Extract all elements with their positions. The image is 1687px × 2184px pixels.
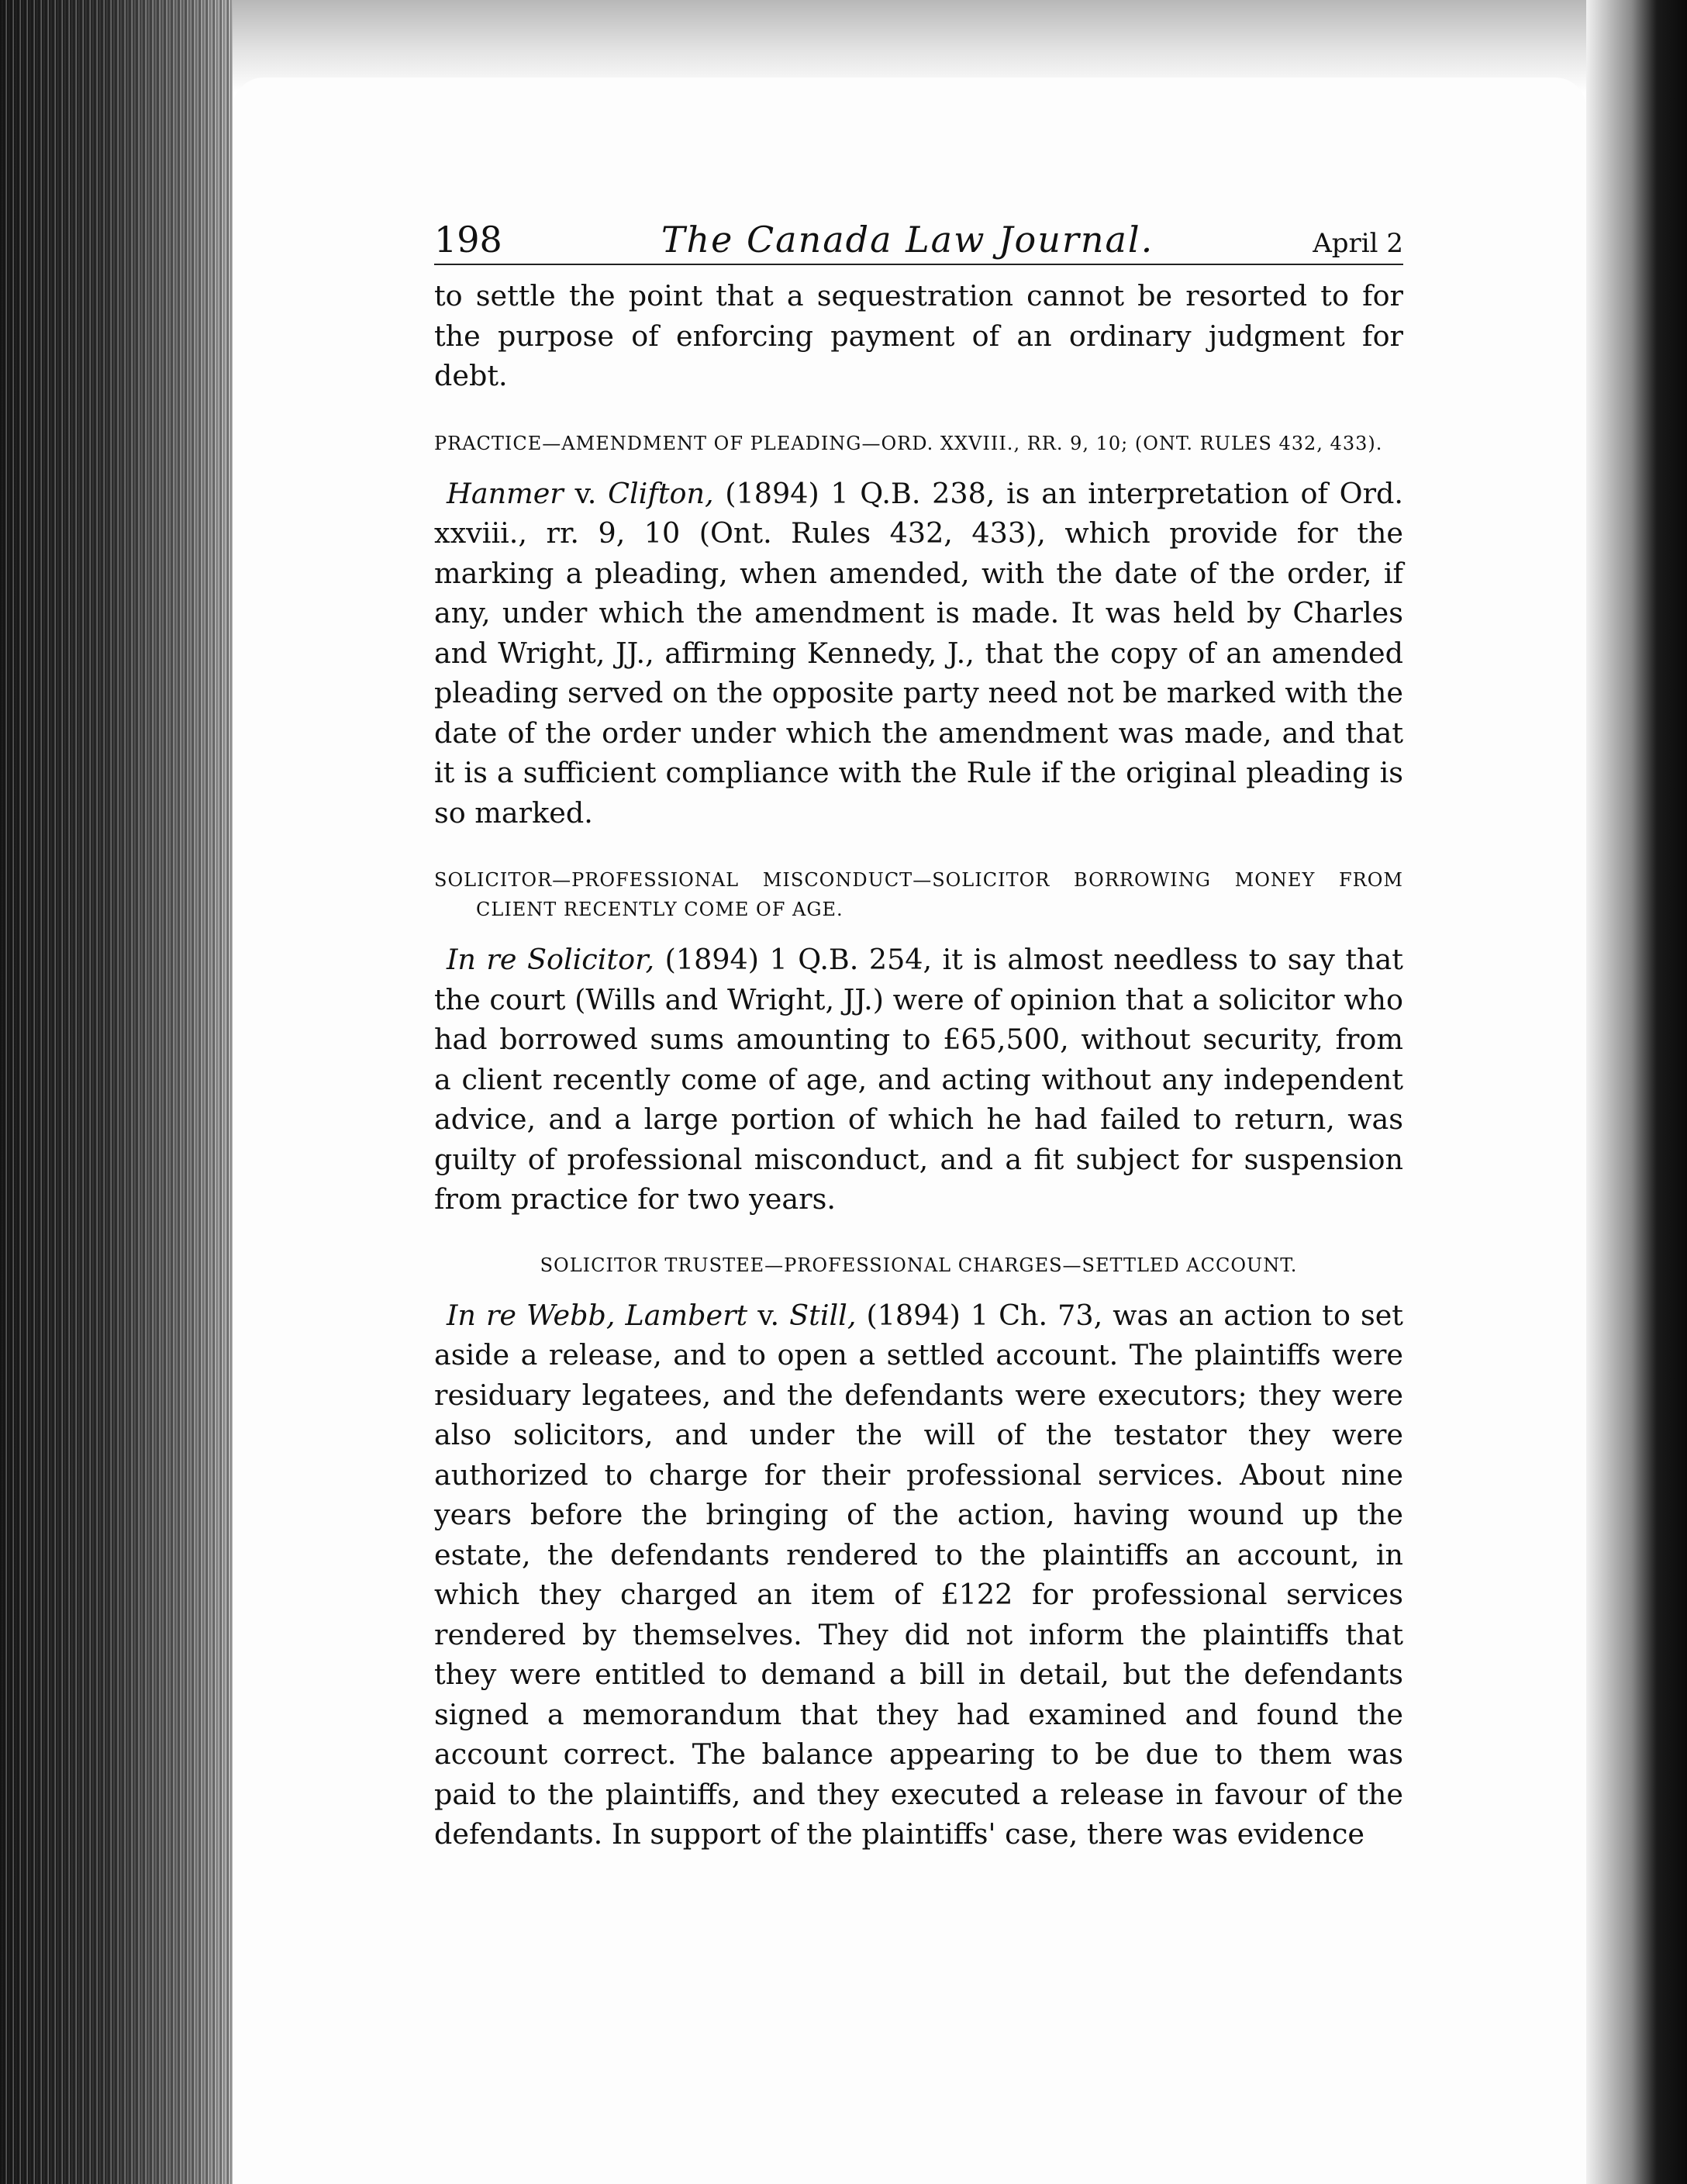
header-date: April 2: [1313, 228, 1403, 259]
section-heading-practice: PRACTICE—AMENDMENT OF PLEADING—ORD. XXVIII., RR. 9, 10; (ONT. RULES 432, 433).: [434, 432, 1383, 454]
scan-edge-left: [0, 0, 233, 2184]
case-name: Hanmer: [447, 476, 564, 510]
paragraph-continued: to settle the point that a sequestration cannot be resorted to for the purpose of enforcing payment of an ordinary judgment for debt.: [434, 279, 1403, 392]
running-header: [434, 219, 1403, 265]
section-heading-solicitor-misconduct: SOLICITOR—PROFESSIONAL MISCONDUCT—SOLICITOR BORROWING MONEY FROM CLIENT RECENTLY COME OF AGE.: [434, 869, 1403, 920]
paragraph-hanmer-clifton: Hanmer v. Clifton, (1894) 1 Q.B. 238, is an interpretation of Ord. xxviii., rr. 9, 10 (Ont. Rules 432, 433), which provide for the marking a pleading, when amended, with the date of the order, if any, under which the amendment is made. It was held by Charles and Wright, JJ., affirming Kennedy, J., that the copy of an amended pleading served on the opposite party need not be marked with the date of the order under which the amendment was made, and that it is a sufficient compliance with the Rule if the original pleading is so marked.: [434, 476, 1403, 830]
section-heading-solicitor-trustee: SOLICITOR TRUSTEE—PROFESSIONAL CHARGES—SETTLED ACCOUNT.: [540, 1254, 1298, 1276]
paragraph-in-re-webb: In re Webb, Lambert v. Still, (1894) 1 Ch. 73, was an action to set aside a release, and to open a settled account. The plaintiffs were residuary legatees, and the defendants were executors; they were also solicitors, and under the will of the testator they were authorized to charge for their professional services. About nine years before the bringing of the action, having wound up the estate, the defendants rendered to the plaintiffs an account, in which they charged an item of £122 for professional services rendered by themselves. They did not inform the plaintiffs that they were entitled to demand a bill in detail, but the defendants signed a memorandum that they had examined and found the account correct. The balance appearing to be due to them was paid to the plaintiffs, and they executed a release in favour of the defendants. In support of the plaintiffs' case, there was evidence: [434, 1298, 1403, 1851]
journal-title: The Canada Law Journal.: [661, 219, 1154, 260]
case-name: Clifton,: [608, 476, 714, 510]
paragraph-in-re-solicitor: In re Solicitor, (1894) 1 Q.B. 254, it is almost needless to say that the court (Wills and Wright, JJ.) were of opinion that a solicitor who had borrowed sums amounting to £65,500, without security, from a client recently come of age, and acting without any independent advice, and a large portion of which he had failed to return, was guilty of professional misconduct, and a fit subject for suspension from practice for two years.: [434, 943, 1403, 1216]
scan-edge-right: [1586, 0, 1687, 2184]
case-name: In re Webb, Lambert: [447, 1298, 748, 1332]
page-content: [434, 219, 1403, 1855]
case-name: Still,: [789, 1298, 857, 1332]
page-number: 198: [434, 219, 502, 260]
case-name: In re Solicitor,: [447, 943, 655, 976]
